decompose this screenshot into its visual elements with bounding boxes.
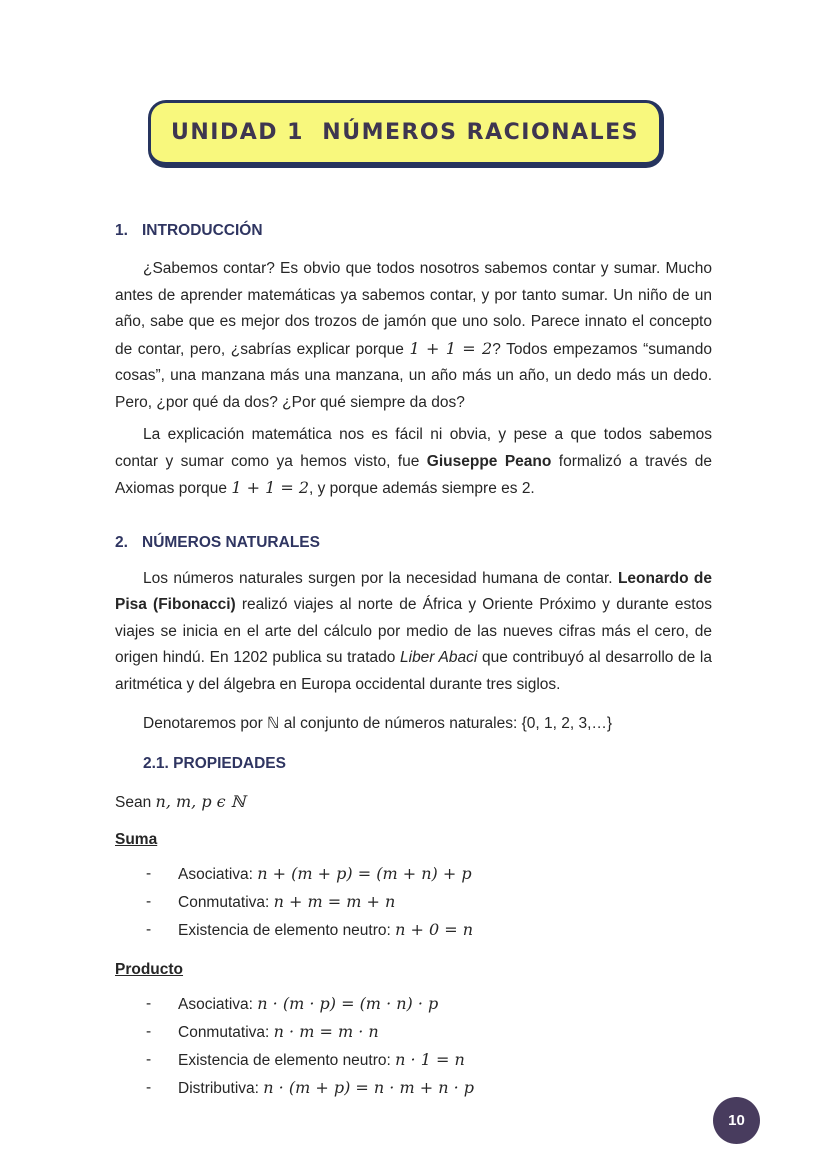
page-number: 10 — [728, 1112, 745, 1129]
dash-bullet: - — [146, 1078, 152, 1096]
list-item — [115, 1046, 712, 1074]
dash-bullet: - — [146, 1050, 152, 1068]
dash-bullet: - — [146, 892, 152, 910]
naturales-paragraph-1: Los números naturales surgen por la necesidad humana de contar. Leonardo de Pisa (Fibonacci) realizó viajes al norte de África y Oriente Próximo y durante estos viajes se inicia en el arte del cálculo por medio de las nueves cifras más el cero, de origen hindú. En 1202 publica su tratado Liber Abaci que contribuyó al desarrollo de la aritmética y del álgebra en Europa occidental durante tres siglos. — [115, 569, 712, 693]
dash-bullet: - — [146, 994, 152, 1012]
list-item — [115, 1074, 712, 1102]
section-title: NÚMEROS NATURALES — [142, 533, 320, 551]
property-text: Existencia de elemento neutro: n + 0 = n — [178, 919, 474, 939]
property-text: Conmutativa: n · m = m · n — [178, 1021, 379, 1041]
unit-title-box — [148, 100, 664, 168]
producto-properties-list — [115, 990, 712, 1102]
producto-label: Producto — [115, 960, 184, 978]
property-text: Asociativa: n + (m + p) = (m + n) + p — [178, 863, 472, 883]
section-number: 1. — [115, 222, 128, 239]
intro-paragraph-2: La explicación matemática nos es fácil ni obvia, y pese a que todos sabemos contar y sumar como ya hemos visto, fue Giuseppe Peano formalizó a través de Axiomas porque 1 + 1 = 2, y porque además siempre es 2. — [115, 426, 712, 497]
list-item — [115, 916, 712, 944]
section-heading-introduccion — [115, 221, 712, 241]
property-text: Existencia de elemento neutro: n · 1 = n — [178, 1049, 465, 1069]
dash-bullet: - — [146, 920, 152, 938]
unit-title: UNIDAD 1 NÚMEROS RACIONALES — [171, 120, 639, 145]
section-number: 2. — [115, 533, 128, 551]
dash-bullet: - — [146, 864, 152, 882]
suma-label: Suma — [115, 830, 158, 848]
property-text: Conmutativa: n + m = m + n — [178, 891, 396, 911]
list-item — [115, 860, 712, 888]
suma-properties-list — [115, 860, 712, 944]
list-item — [115, 888, 712, 916]
dash-bullet: - — [146, 1022, 152, 1040]
page-content — [0, 221, 828, 1102]
naturales-paragraph-2: Denotaremos por ℕ al conjunto de números naturales: {0, 1, 2, 3,…} — [143, 715, 613, 732]
list-item — [115, 990, 712, 1018]
subsection-heading-propiedades: 2.1. PROPIEDADES — [143, 754, 286, 772]
page-number-badge — [713, 1097, 760, 1144]
property-text: Distributiva: n · (m + p) = n · m + n · p — [178, 1077, 475, 1097]
intro-paragraph-1: ¿Sabemos contar? Es obvio que todos nosotros sabemos contar y sumar. Mucho antes de aprender matemáticas ya sabemos contar, y por tanto sumar. Un niño de un año, sabe que es mejor dos trozos de jamón que uno solo. Parece innato el concepto de contar, pero, ¿sabrías explicar porque 1 + 1 = 2? Todos empezamos “sumando cosas”, una manzana más una manzana, un año más un año, un dedo más un dedo. Pero, ¿por qué da dos? ¿Por qué siempre da dos? — [115, 260, 712, 411]
property-text: Asociativa: n · (m · p) = (m · n) · p — [178, 993, 439, 1013]
section-title: INTRODUCCIÓN — [142, 222, 263, 239]
section-heading-naturales — [115, 533, 712, 553]
sean-statement: Sean n, m, p ϵ ℕ — [115, 791, 246, 811]
list-item — [115, 1018, 712, 1046]
